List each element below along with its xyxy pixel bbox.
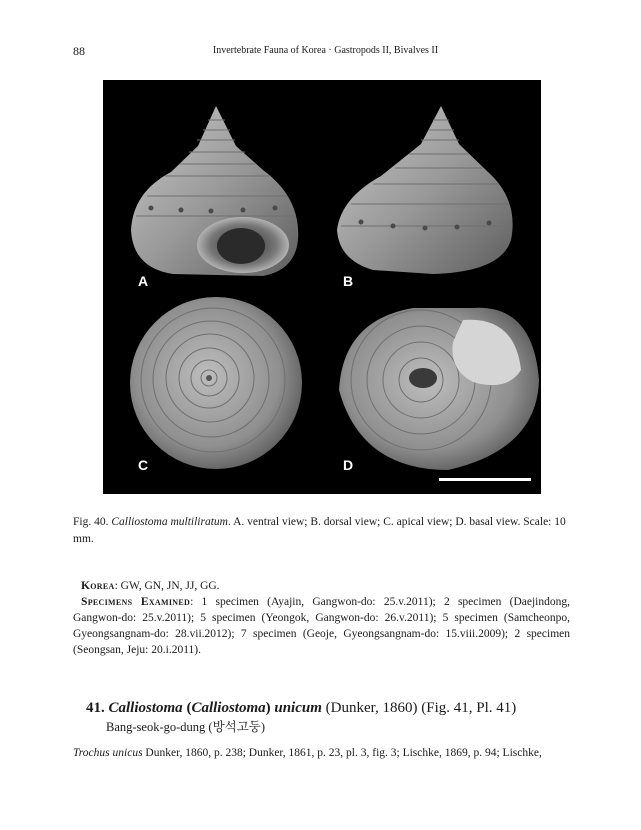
species-heading [86,698,566,718]
caption-species: Calliostoma multiliratum [111,516,228,528]
species-authority: (Dunker, 1860) [321,700,418,716]
figure-caption [73,514,570,548]
korea-text: : GW, GN, JN, JJ, GG. [114,580,220,592]
running-head: Invertebrate Fauna of Korea · Gastropods II, Bivalves II [212,45,439,56]
korean-common-name: Bang-seok-go-dung (방석고둥) [106,720,266,734]
panel-label-b: B [343,273,354,289]
scale-bar [439,478,531,481]
examined-text: : 1 specimen (Ayajin, Gangwon-do: 25.v.2011); 2 specimen (Daejindong, Gangwon-do: 25.v.2011); 5 specimen (Yeongok, Gangwon-do: 26.v.2011); 5 specimen (Samcheonpo, Gyeongsangnam-do: 28.vii.2012); 7 specimen (Geoje, Gyeongsangnam-do: 15.viii.2009); 2 specimen (Seongsan, Jeju: 20.i.2011). [73,596,570,656]
species-number: 41. [86,700,105,716]
subgenus-open: ( [182,700,192,716]
synonymy-line [73,745,570,761]
species-refs: (Fig. 41, Pl. 41) [417,700,517,716]
panel-label-a: A [138,273,149,289]
korea-label: Korea [81,580,115,592]
synonym-text: Dunker, 1860, p. 238; Dunker, 1861, p. 23, pl. 3, fig. 3; Lischke, 1869, p. 94; Lischke, [142,747,542,759]
caption-text: . A. ventral view; B. dorsal view; C. apical view; D. basal view. Scale: 10 mm. [73,516,566,545]
species-genus: Calliostoma [108,700,183,716]
species-epithet: unicum [270,700,322,716]
shell-ventral-view [131,106,298,276]
shell-dorsal-view [337,106,513,274]
korea-distribution [73,578,570,594]
specimens-examined [73,594,570,658]
shell-photographs [103,80,541,494]
shell-basal-view [339,308,539,470]
synonym-name: Trochus unicus [73,747,143,759]
page-number: 88 [73,44,85,58]
subgenus-close: ) [265,700,271,716]
panel-label-c: C [138,457,149,473]
caption-prefix: Fig. 40. [73,516,109,528]
figure-plate [103,80,541,494]
species-subgenus: Calliostoma [191,700,266,716]
shell-apical-view [130,297,302,469]
panel-label-d: D [343,457,354,473]
examined-label: Specimens Examined [81,596,191,608]
records-section [73,578,570,658]
